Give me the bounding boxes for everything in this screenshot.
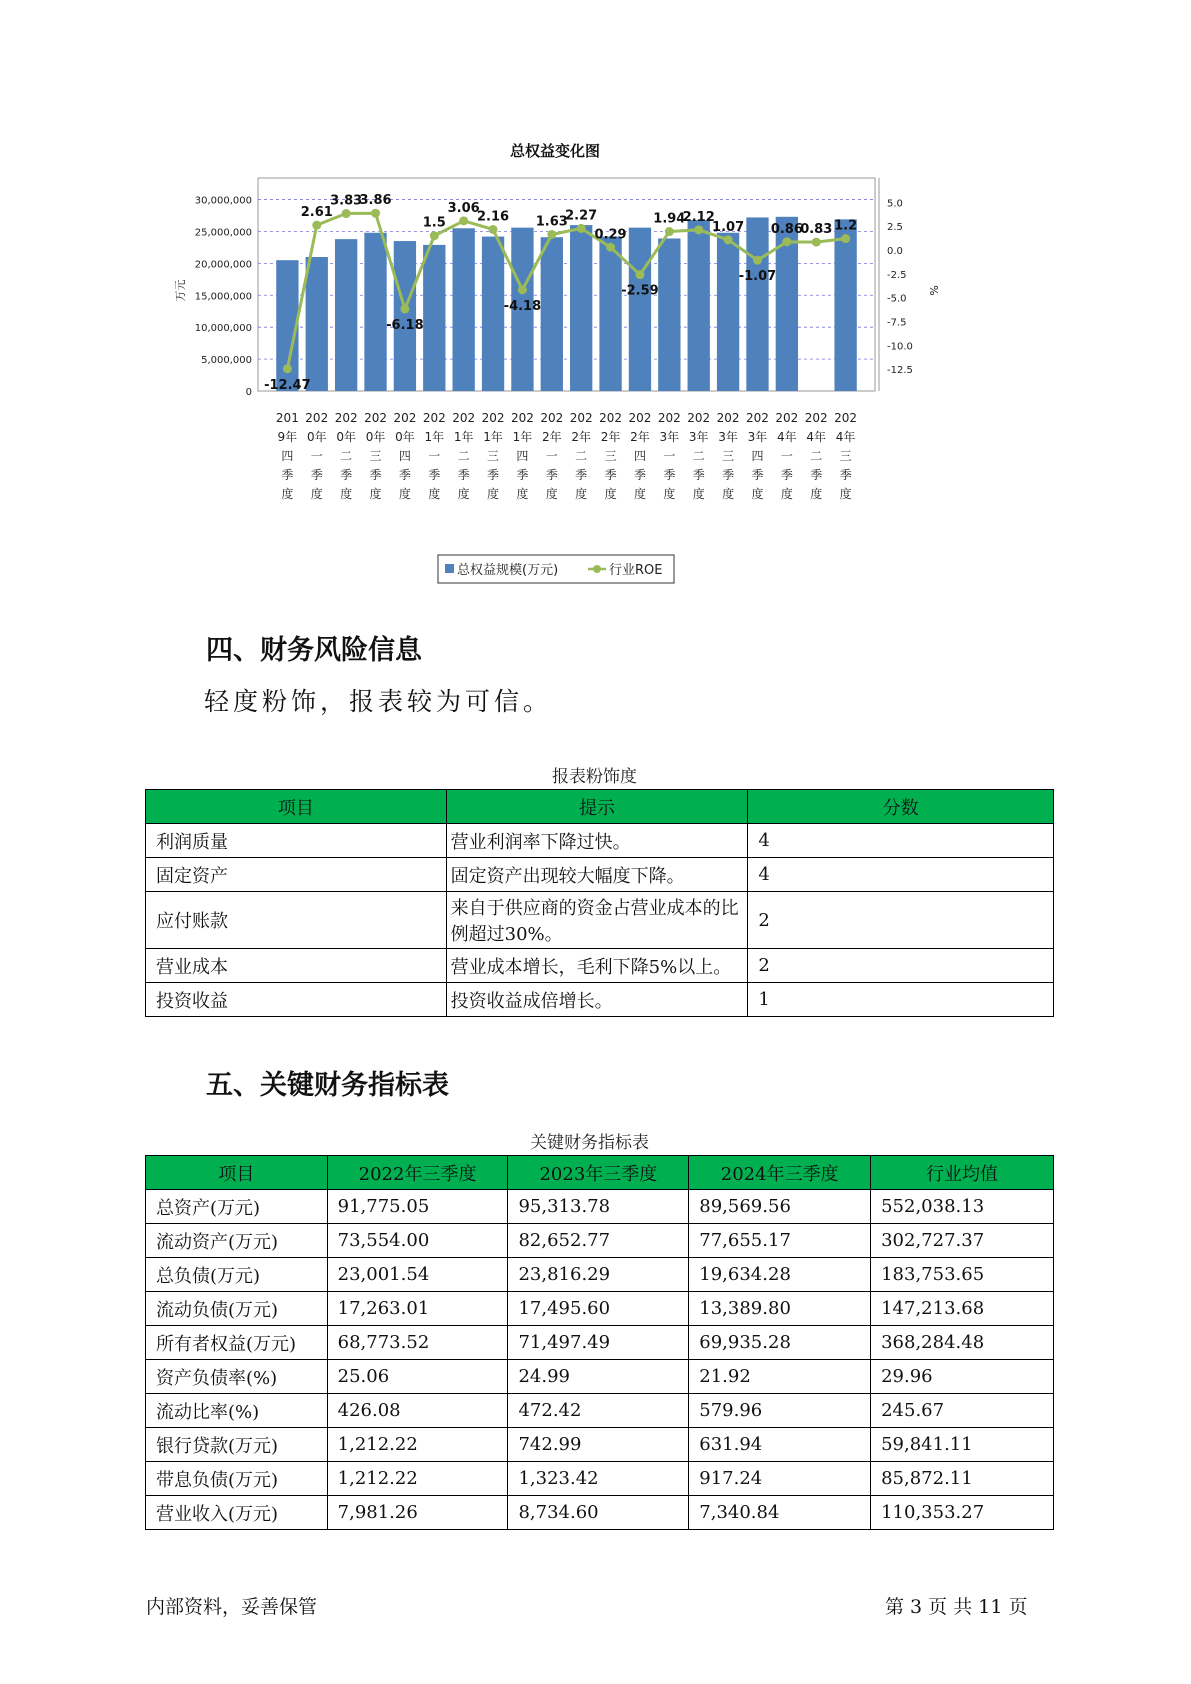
x-tick-label: 二 bbox=[575, 449, 588, 463]
x-tick-label: 一 bbox=[663, 449, 676, 463]
roe-data-label: 0.83 bbox=[800, 222, 833, 238]
bar bbox=[570, 225, 592, 391]
x-tick-label: 度 bbox=[633, 487, 646, 501]
x-tick-label: 202 bbox=[481, 411, 505, 425]
y-right-tick-label: 2.5 bbox=[887, 222, 903, 234]
row-item: 固定资产 bbox=[146, 858, 447, 892]
x-tick-label: 0年 bbox=[395, 430, 415, 444]
value-industry-avg: 183,753.65 bbox=[871, 1258, 1054, 1292]
roe-data-label: 0.29 bbox=[594, 227, 627, 243]
value-2024q3: 579.96 bbox=[689, 1394, 871, 1428]
x-tick-label: 度 bbox=[340, 487, 353, 501]
value-2023q3: 1,323.42 bbox=[508, 1462, 689, 1496]
roe-point bbox=[312, 221, 321, 230]
x-tick-label: 度 bbox=[692, 487, 705, 501]
x-tick-label: 一 bbox=[428, 449, 441, 463]
table-row bbox=[146, 1360, 1054, 1394]
x-tick-label: 度 bbox=[281, 487, 294, 501]
x-tick-label: 季 bbox=[692, 468, 705, 482]
x-tick-label: 9年 bbox=[277, 430, 298, 444]
value-2022q3: 91,775.05 bbox=[327, 1190, 508, 1224]
x-tick-label: 季 bbox=[722, 468, 735, 482]
bar bbox=[423, 245, 445, 391]
row-score: 4 bbox=[748, 824, 1054, 858]
x-tick-label: 度 bbox=[604, 487, 617, 501]
y-right-tick-label: -10.0 bbox=[887, 341, 913, 353]
x-tick-label: 一 bbox=[545, 449, 558, 463]
value-2022q3: 426.08 bbox=[327, 1394, 508, 1428]
value-2022q3: 7,981.26 bbox=[327, 1496, 508, 1530]
value-2022q3: 68,773.52 bbox=[327, 1326, 508, 1360]
bar bbox=[834, 219, 856, 391]
value-2023q3: 71,497.49 bbox=[508, 1326, 689, 1360]
bar bbox=[629, 228, 651, 391]
y-left-axis-label: 万元 bbox=[174, 279, 187, 302]
x-tick-label: 度 bbox=[398, 487, 411, 501]
x-tick-label: 1年 bbox=[453, 430, 474, 444]
header-item: 项目 bbox=[146, 790, 447, 824]
x-tick-label: 度 bbox=[780, 487, 793, 501]
value-2022q3: 73,554.00 bbox=[327, 1224, 508, 1258]
x-tick-label: 201 bbox=[275, 411, 299, 425]
table-row bbox=[146, 1292, 1054, 1326]
x-tick-label: 二 bbox=[692, 449, 705, 463]
x-tick-label: 202 bbox=[510, 411, 534, 425]
x-tick-label: 0年 bbox=[365, 430, 386, 444]
x-tick-label: 二 bbox=[810, 449, 823, 463]
table-row bbox=[146, 1326, 1054, 1360]
x-tick-label: 三 bbox=[487, 449, 500, 463]
bar bbox=[599, 237, 621, 391]
x-tick-label: 季 bbox=[545, 468, 558, 482]
row-tip: 来自于供应商的资金占营业成本的比例超过30%。 bbox=[446, 892, 748, 949]
row-item: 营业收入(万元) bbox=[146, 1496, 328, 1530]
x-tick-label: 2年 bbox=[630, 430, 650, 444]
x-tick-label: 季 bbox=[839, 468, 852, 482]
table-row bbox=[146, 1394, 1054, 1428]
bar bbox=[453, 228, 475, 391]
value-industry-avg: 59,841.11 bbox=[871, 1428, 1054, 1462]
value-2023q3: 8,734.60 bbox=[508, 1496, 689, 1530]
value-industry-avg: 368,284.48 bbox=[871, 1326, 1054, 1360]
roe-point bbox=[635, 270, 644, 279]
y-right-tick-label: -2.5 bbox=[887, 269, 907, 281]
x-tick-label: 202 bbox=[422, 411, 446, 425]
row-item: 总资产(万元) bbox=[146, 1190, 328, 1224]
header-tip: 提示 bbox=[446, 790, 748, 824]
y-left-tick-label: 30,000,000 bbox=[194, 195, 252, 207]
roe-data-label: -12.47 bbox=[264, 377, 311, 393]
total-equity-chart bbox=[170, 140, 1070, 600]
x-tick-label: 度 bbox=[663, 487, 676, 501]
value-2024q3: 917.24 bbox=[689, 1462, 871, 1496]
value-2023q3: 472.42 bbox=[508, 1394, 689, 1428]
roe-point bbox=[665, 227, 674, 236]
table-row bbox=[146, 824, 1054, 858]
value-2024q3: 13,389.80 bbox=[689, 1292, 871, 1326]
table-header-row bbox=[146, 1156, 1054, 1190]
x-tick-label: 202 bbox=[540, 411, 564, 425]
x-tick-label: 4年 bbox=[777, 430, 797, 444]
x-tick-label: 202 bbox=[569, 411, 593, 425]
x-tick-label: 1年 bbox=[483, 430, 503, 444]
roe-data-label: -4.18 bbox=[503, 298, 542, 314]
x-tick-label: 202 bbox=[393, 411, 417, 425]
row-item: 所有者权益(万元) bbox=[146, 1326, 328, 1360]
roe-data-label: 2.16 bbox=[477, 209, 510, 225]
x-tick-label: 二 bbox=[457, 449, 470, 463]
value-industry-avg: 302,727.37 bbox=[871, 1224, 1054, 1258]
bar bbox=[482, 237, 504, 391]
header-2022q3: 2022年三季度 bbox=[327, 1156, 508, 1190]
row-tip: 固定资产出现较大幅度下降。 bbox=[446, 858, 748, 892]
x-tick-label: 季 bbox=[340, 468, 353, 482]
x-tick-label: 202 bbox=[716, 411, 740, 425]
x-tick-label: 度 bbox=[516, 487, 529, 501]
x-tick-label: 202 bbox=[452, 411, 476, 425]
roe-point bbox=[782, 237, 791, 246]
x-tick-label: 202 bbox=[628, 411, 652, 425]
legend-line-marker bbox=[593, 565, 601, 573]
value-2023q3: 23,816.29 bbox=[508, 1258, 689, 1292]
x-tick-label: 季 bbox=[428, 468, 441, 482]
section4-summary: 轻度粉饰，报表较为可信。 bbox=[204, 687, 553, 716]
x-tick-label: 季 bbox=[457, 468, 470, 482]
x-tick-label: 四 bbox=[633, 449, 646, 463]
y-left-tick-label: 5,000,000 bbox=[201, 355, 252, 367]
x-tick-label: 四 bbox=[281, 449, 294, 463]
x-tick-label: 202 bbox=[364, 411, 387, 425]
x-tick-label: 四 bbox=[516, 449, 529, 463]
x-tick-label: 季 bbox=[281, 468, 294, 482]
y-right-axis-label: % bbox=[927, 285, 940, 296]
x-tick-label: 季 bbox=[575, 468, 588, 482]
value-industry-avg: 245.67 bbox=[871, 1394, 1054, 1428]
bar bbox=[335, 239, 357, 391]
value-2024q3: 7,340.84 bbox=[689, 1496, 871, 1530]
x-tick-label: 度 bbox=[457, 487, 470, 501]
roe-data-label: 0.86 bbox=[770, 221, 803, 237]
bar bbox=[746, 217, 768, 391]
x-tick-label: 202 bbox=[334, 411, 358, 425]
value-industry-avg: 29.96 bbox=[871, 1360, 1054, 1394]
roe-point bbox=[430, 231, 439, 240]
x-tick-label: 四 bbox=[398, 449, 411, 463]
value-2024q3: 21.92 bbox=[689, 1360, 871, 1394]
row-score: 1 bbox=[748, 983, 1054, 1017]
roe-data-label: 3.06 bbox=[447, 200, 480, 216]
legend-bar-label: 总权益规模(万元) bbox=[457, 563, 559, 578]
value-2023q3: 82,652.77 bbox=[508, 1224, 689, 1258]
value-2022q3: 1,212.22 bbox=[327, 1428, 508, 1462]
header-score: 分数 bbox=[748, 790, 1054, 824]
row-tip: 营业利润率下降过快。 bbox=[446, 824, 748, 858]
row-item: 资产负债率(%) bbox=[146, 1360, 328, 1394]
x-tick-label: 度 bbox=[369, 487, 382, 501]
table-header-row bbox=[146, 790, 1054, 824]
roe-data-label: 1.2 bbox=[834, 218, 858, 234]
x-tick-label: 季 bbox=[369, 468, 382, 482]
x-tick-label: 4年 bbox=[835, 430, 856, 444]
bar bbox=[306, 257, 328, 391]
x-tick-label: 2年 bbox=[600, 430, 621, 444]
y-left-tick-label: 20,000,000 bbox=[194, 259, 252, 271]
section5-heading: 五、关键财务指标表 bbox=[206, 1070, 449, 1101]
row-item: 总负债(万元) bbox=[146, 1258, 328, 1292]
row-item: 流动资产(万元) bbox=[146, 1224, 328, 1258]
x-tick-label: 度 bbox=[810, 487, 823, 501]
roe-point bbox=[371, 209, 380, 218]
x-tick-label: 2年 bbox=[541, 430, 562, 444]
row-item: 流动比率(%) bbox=[146, 1394, 328, 1428]
header-industry-avg: 行业均值 bbox=[871, 1156, 1054, 1190]
x-tick-label: 季 bbox=[780, 468, 793, 482]
value-2023q3: 17,495.60 bbox=[508, 1292, 689, 1326]
x-tick-label: 度 bbox=[751, 487, 764, 501]
x-tick-label: 202 bbox=[775, 411, 799, 425]
value-2022q3: 17,263.01 bbox=[327, 1292, 508, 1326]
bar bbox=[688, 220, 710, 391]
roe-point bbox=[547, 230, 556, 239]
row-score: 2 bbox=[748, 949, 1054, 983]
roe-data-label: 3.83 bbox=[330, 193, 363, 209]
row-item: 银行贷款(万元) bbox=[146, 1428, 328, 1462]
legend-line-label: 行业ROE bbox=[609, 563, 663, 578]
x-tick-label: 202 bbox=[657, 411, 681, 425]
y-right-tick-label: -5.0 bbox=[887, 293, 907, 305]
bar bbox=[364, 233, 386, 391]
row-item: 利润质量 bbox=[146, 824, 447, 858]
x-tick-label: 三 bbox=[604, 449, 617, 463]
value-industry-avg: 110,353.27 bbox=[871, 1496, 1054, 1530]
x-tick-label: 3年 bbox=[747, 430, 768, 444]
x-tick-label: 202 bbox=[599, 411, 623, 425]
row-score: 2 bbox=[748, 892, 1054, 949]
value-2024q3: 631.94 bbox=[689, 1428, 871, 1462]
row-item: 营业成本 bbox=[146, 949, 447, 983]
x-tick-label: 季 bbox=[663, 468, 676, 482]
value-2022q3: 1,212.22 bbox=[327, 1462, 508, 1496]
header-2024q3: 2024年三季度 bbox=[689, 1156, 871, 1190]
x-tick-label: 202 bbox=[305, 411, 329, 425]
roe-point bbox=[577, 224, 586, 233]
x-tick-label: 202 bbox=[687, 411, 711, 425]
value-2024q3: 19,634.28 bbox=[689, 1258, 871, 1292]
x-tick-label: 季 bbox=[516, 468, 529, 482]
x-tick-label: 1年 bbox=[512, 430, 533, 444]
y-left-tick-label: 25,000,000 bbox=[194, 227, 252, 239]
roe-point bbox=[342, 209, 351, 218]
roe-data-label: -2.59 bbox=[621, 283, 659, 299]
roe-point bbox=[694, 225, 703, 234]
table-row bbox=[146, 1190, 1054, 1224]
roe-point bbox=[812, 238, 821, 247]
value-2022q3: 25.06 bbox=[327, 1360, 508, 1394]
row-item: 投资收益 bbox=[146, 983, 447, 1017]
value-industry-avg: 147,213.68 bbox=[871, 1292, 1054, 1326]
x-tick-label: 季 bbox=[604, 468, 617, 482]
y-right-tick-label: 5.0 bbox=[887, 198, 903, 210]
x-tick-label: 度 bbox=[575, 487, 588, 501]
roe-data-label: 2.12 bbox=[682, 209, 715, 225]
roe-point bbox=[753, 256, 762, 265]
roe-point bbox=[459, 216, 468, 225]
legend-bar-swatch bbox=[445, 564, 454, 573]
value-industry-avg: 85,872.11 bbox=[871, 1462, 1054, 1496]
row-item: 带息负债(万元) bbox=[146, 1462, 328, 1496]
x-tick-label: 0年 bbox=[336, 430, 356, 444]
x-tick-label: 二 bbox=[340, 449, 353, 463]
header-2023q3: 2023年三季度 bbox=[508, 1156, 689, 1190]
whitewash-table bbox=[145, 789, 1054, 1017]
row-item: 流动负债(万元) bbox=[146, 1292, 328, 1326]
x-tick-label: 度 bbox=[310, 487, 323, 501]
value-2024q3: 77,655.17 bbox=[689, 1224, 871, 1258]
roe-data-label: 2.27 bbox=[565, 208, 598, 224]
x-tick-label: 2年 bbox=[571, 430, 592, 444]
footer-page-number: 第 3 页 共 11 页 bbox=[885, 1596, 1028, 1618]
table-row bbox=[146, 1258, 1054, 1292]
x-tick-label: 季 bbox=[310, 468, 323, 482]
value-industry-avg: 552,038.13 bbox=[871, 1190, 1054, 1224]
y-left-tick-label: 0 bbox=[245, 387, 252, 398]
roe-point bbox=[606, 243, 615, 252]
y-right-tick-label: -12.5 bbox=[887, 365, 913, 377]
table-row bbox=[146, 858, 1054, 892]
table-row bbox=[146, 1224, 1054, 1258]
roe-point bbox=[518, 285, 527, 294]
value-2023q3: 95,313.78 bbox=[508, 1190, 689, 1224]
table2-caption: 关键财务指标表 bbox=[530, 1133, 649, 1153]
roe-data-label: 1.94 bbox=[653, 211, 686, 227]
x-tick-label: 三 bbox=[369, 449, 382, 463]
header-item: 项目 bbox=[146, 1156, 328, 1190]
x-tick-label: 季 bbox=[487, 468, 500, 482]
roe-data-label: -1.07 bbox=[738, 269, 777, 285]
x-tick-label: 202 bbox=[834, 411, 858, 425]
bar bbox=[658, 238, 680, 391]
x-tick-label: 度 bbox=[428, 487, 441, 501]
roe-data-label: 1.5 bbox=[422, 215, 446, 231]
x-tick-label: 三 bbox=[722, 449, 735, 463]
roe-data-label: 1.07 bbox=[712, 219, 745, 235]
x-tick-label: 度 bbox=[487, 487, 500, 501]
x-tick-label: 四 bbox=[751, 449, 764, 463]
x-tick-label: 0年 bbox=[306, 430, 327, 444]
row-tip: 营业成本增长，毛利下降5%以上。 bbox=[446, 949, 748, 983]
x-tick-label: 202 bbox=[804, 411, 828, 425]
roe-data-label: 3.86 bbox=[359, 193, 392, 209]
table-row bbox=[146, 949, 1054, 983]
x-tick-label: 季 bbox=[751, 468, 764, 482]
y-left-tick-label: 10,000,000 bbox=[194, 323, 252, 335]
footer-confidential-note: 内部资料，妥善保管 bbox=[146, 1596, 318, 1618]
roe-data-label: 2.61 bbox=[300, 205, 333, 221]
value-2024q3: 69,935.28 bbox=[689, 1326, 871, 1360]
x-tick-label: 3年 bbox=[718, 430, 738, 444]
value-2023q3: 742.99 bbox=[508, 1428, 689, 1462]
table-row bbox=[146, 1462, 1054, 1496]
bar bbox=[541, 237, 563, 391]
x-tick-label: 一 bbox=[310, 449, 323, 463]
x-tick-label: 一 bbox=[780, 449, 793, 463]
x-tick-label: 季 bbox=[633, 468, 646, 482]
x-tick-label: 3年 bbox=[659, 430, 680, 444]
x-tick-label: 三 bbox=[839, 449, 852, 463]
value-2022q3: 23,001.54 bbox=[327, 1258, 508, 1292]
x-tick-label: 1年 bbox=[424, 430, 445, 444]
roe-point bbox=[400, 304, 409, 313]
roe-point bbox=[489, 225, 498, 234]
y-left-tick-label: 15,000,000 bbox=[194, 291, 252, 303]
value-2023q3: 24.99 bbox=[508, 1360, 689, 1394]
row-item: 应付账款 bbox=[146, 892, 447, 949]
table-row bbox=[146, 983, 1054, 1017]
value-2024q3: 89,569.56 bbox=[689, 1190, 871, 1224]
key-financial-table bbox=[145, 1155, 1054, 1530]
x-tick-label: 度 bbox=[839, 487, 852, 501]
bar bbox=[717, 233, 739, 391]
roe-data-label: 1.63 bbox=[535, 214, 568, 230]
x-tick-label: 3年 bbox=[688, 430, 709, 444]
table-row bbox=[146, 1496, 1054, 1530]
table1-caption: 报表粉饰度 bbox=[552, 767, 637, 787]
bar bbox=[394, 241, 416, 391]
roe-data-label: -6.18 bbox=[386, 317, 424, 333]
section4-heading: 四、财务风险信息 bbox=[206, 635, 422, 666]
x-tick-label: 4年 bbox=[806, 430, 827, 444]
y-right-tick-label: -7.5 bbox=[887, 317, 907, 329]
x-tick-label: 202 bbox=[746, 411, 769, 425]
x-tick-label: 季 bbox=[810, 468, 823, 482]
row-tip: 投资收益成倍增长。 bbox=[446, 983, 748, 1017]
x-tick-label: 度 bbox=[722, 487, 735, 501]
row-score: 4 bbox=[748, 858, 1054, 892]
roe-point bbox=[841, 234, 850, 243]
x-tick-label: 度 bbox=[545, 487, 558, 501]
y-right-tick-label: 0.0 bbox=[887, 246, 903, 258]
table-row bbox=[146, 892, 1054, 949]
roe-point bbox=[283, 364, 292, 373]
chart-title: 总权益变化图 bbox=[509, 142, 601, 160]
x-tick-label: 季 bbox=[398, 468, 411, 482]
table-row bbox=[146, 1428, 1054, 1462]
roe-point bbox=[724, 235, 733, 244]
